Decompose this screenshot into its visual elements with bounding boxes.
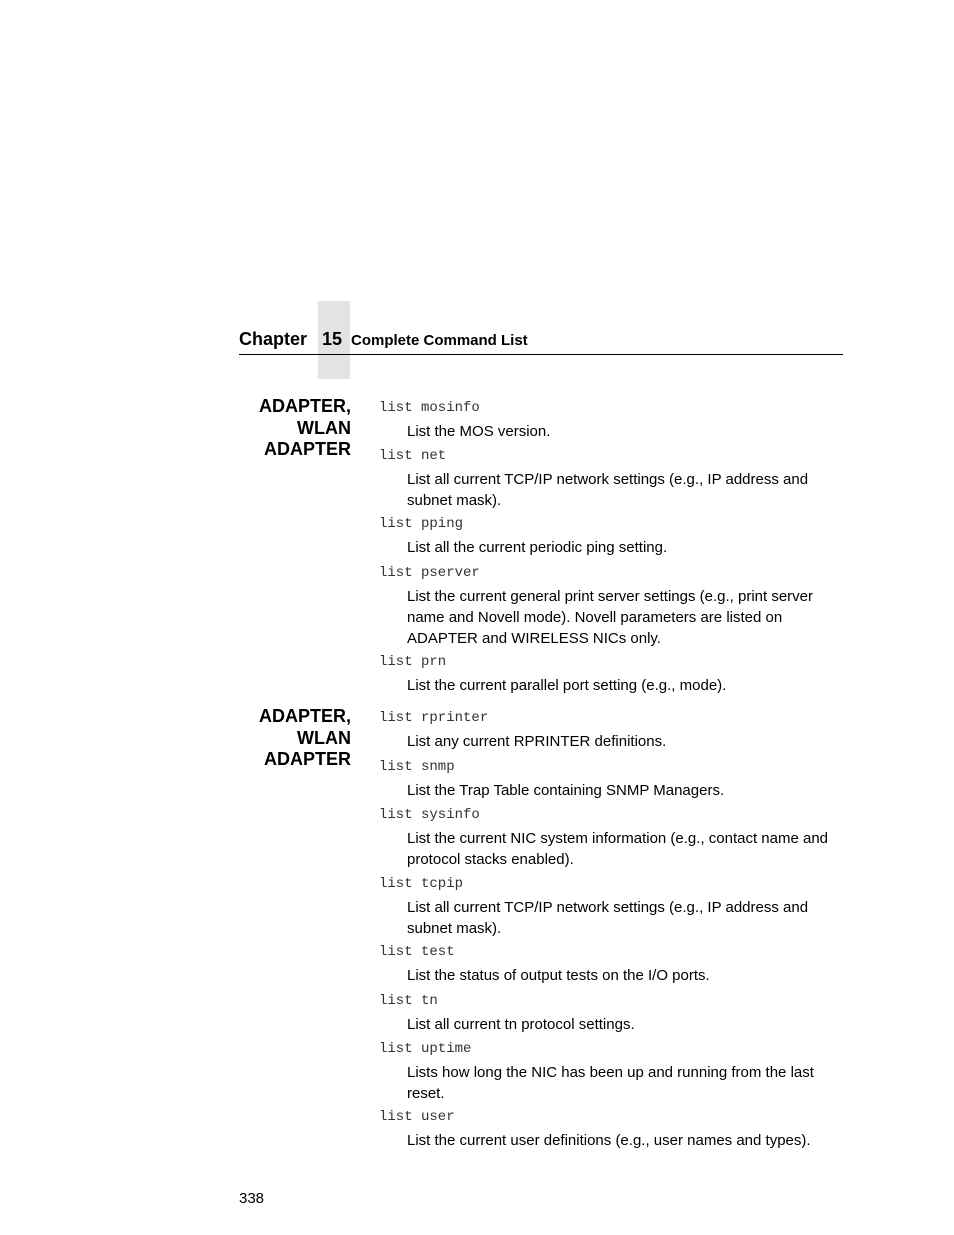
command-entry [379,447,844,511]
page-number: 338 [239,1190,265,1207]
command-entry [379,709,844,752]
command-description: List the Trap Table containing SNMP Managers. [407,782,725,799]
command-entry [379,653,844,696]
command-description: List the current user definitions (e.g., user names and types). [407,1132,811,1149]
command-name: list net [379,448,447,464]
command-entry [379,515,844,558]
command-name: list tcpip [379,876,464,892]
command-name: list snmp [379,759,455,775]
command-name: list mosinfo [379,400,480,416]
side-heading-line: ADAPTER, [258,396,351,416]
command-description: List all current TCP/IP network settings (e.g., IP address and subnet mask). [407,899,809,937]
command-name: list rprinter [379,710,489,726]
command-description: List any current RPRINTER definitions. [407,733,667,750]
command-name: list sysinfo [379,807,480,823]
chapter-number: 15 [322,329,343,349]
command-entry [379,758,844,801]
command-description: List the current NIC system information (e.g., contact name and protocol stacks enabled). [407,830,829,868]
command-name: list test [379,944,455,960]
header-rule [239,354,843,355]
side-heading [200,706,351,771]
command-description: List the MOS version. [407,423,551,440]
side-heading-line: ADAPTER [263,439,351,459]
chapter-title: Complete Command List [351,332,528,349]
command-entry [379,943,844,986]
command-name: list pserver [379,565,480,581]
command-entry [379,399,844,442]
command-entry [379,875,844,939]
side-heading-line: ADAPTER [263,749,351,769]
command-description: List all current tn protocol settings. [407,1016,635,1033]
chapter-label: Chapter [239,329,308,349]
command-name: list user [379,1109,455,1125]
command-name: list tn [379,993,438,1009]
command-name: list pping [379,516,464,532]
command-description: List the current general print server settings (e.g., print server name and Novell mode). Novell parameters are listed on ADAPTER and WIRELESS NICs only. [407,588,814,647]
command-entry [379,564,844,649]
command-entry [379,1108,844,1151]
side-heading-line: WLAN [297,727,351,748]
command-entry [379,1040,844,1104]
command-description: List the current parallel port setting (e.g., mode). [407,677,727,694]
command-description: Lists how long the NIC has been up and running from the last reset. [407,1064,814,1102]
command-entry [379,806,844,870]
command-description: List the status of output tests on the I/O ports. [407,967,710,984]
command-description: List all the current periodic ping setting. [407,539,668,556]
command-description: List all current TCP/IP network settings (e.g., IP address and subnet mask). [407,471,809,509]
side-heading-line: ADAPTER, [258,706,351,726]
side-heading [200,396,351,461]
command-name: list uptime [379,1041,472,1057]
command-entry [379,992,844,1035]
command-name: list prn [379,654,447,670]
side-heading-line: WLAN [297,417,351,438]
